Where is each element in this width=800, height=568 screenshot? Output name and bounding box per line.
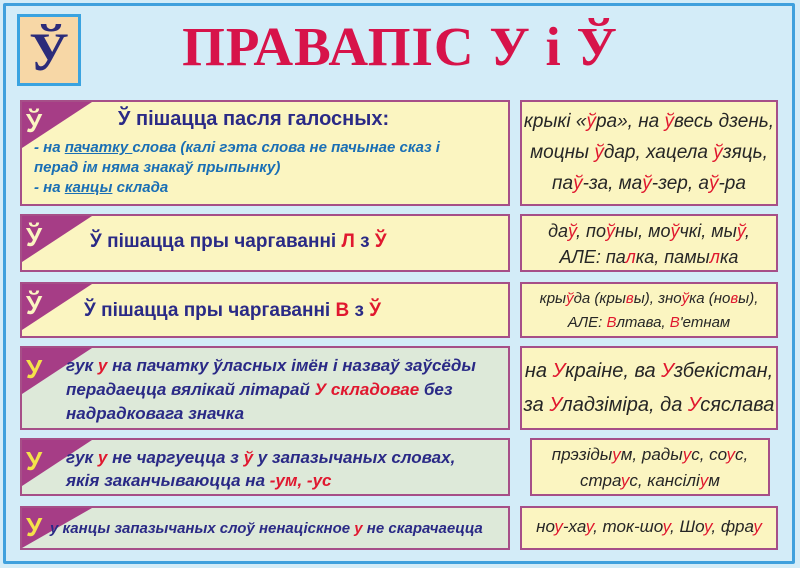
rule-2-box: [20, 214, 510, 272]
rule-2-text: Ў пішацца пры чаргаванні Л з Ў: [90, 231, 387, 252]
rule-4-text: гук у на пачатку ўласных імён і назваў заўсёды перадаецца вялікай літарай У складовае без надрадковага значка: [66, 356, 476, 423]
rule-6-examples: ноу-хау, ток-шоу, Шоу, фрау: [520, 506, 778, 550]
logo-letter: Ў: [17, 14, 81, 86]
svg-text:У: У: [26, 512, 43, 542]
svg-text:У: У: [26, 446, 43, 476]
rule-3-examples: крыўда (крывы), зноўка (новы), АЛЕ: Влтава, В'етнам: [520, 282, 778, 338]
rule-1-body: - на пачатку слова (калі гэта слова не пачынае сказ і перад ім няма знакаў прыпынку) - на канцы склада: [34, 139, 440, 196]
rule-5-text: гук у не чаргуецца з ў у запазычаных словах, якія заканчываюцца на -ум, -ус: [66, 448, 456, 490]
rule-4-box: [20, 346, 510, 430]
rule-1-tag-letter: Ў: [26, 108, 43, 138]
rule-6-text: у канцы запазычаных слоў ненаціскное у не скарачаецца: [50, 520, 483, 537]
rule-3-text: Ў пішацца пры чаргаванні В з Ў: [84, 300, 382, 321]
rule-1-box: [20, 100, 510, 206]
rule-3-box: [20, 282, 510, 338]
rule-5-box: [20, 438, 510, 496]
rule-1-heading: [118, 108, 389, 131]
rule-3-tag: [22, 284, 92, 330]
svg-text:Ў: Ў: [26, 222, 43, 252]
rule-1-examples: крыкі «ўра», на ўвесь дзень, моцны ўдар, хацела ўзяць, паў-за, маў-зер, аў-ра: [520, 100, 778, 206]
svg-text:Ў: Ў: [26, 290, 43, 320]
rule-4-examples: на Украіне, ва Узбекістан, за Уладзіміра, да Усяслава: [520, 346, 778, 430]
svg-text:У: У: [26, 354, 43, 384]
rule-6-box: [20, 506, 510, 550]
rule-2-tag: [22, 216, 92, 262]
rule-5-examples: прэзідыум, радыус, соус, страус, кансіліум: [530, 438, 770, 496]
rule-1-heading-text: Ў пішацца пасля галосных:: [118, 108, 390, 130]
page-title: ПРАВАПІС У і Ў: [182, 16, 618, 77]
rule-2-examples: даў, поўны, моўчкі, мыў, АЛЕ: палка, памылка: [520, 214, 778, 272]
